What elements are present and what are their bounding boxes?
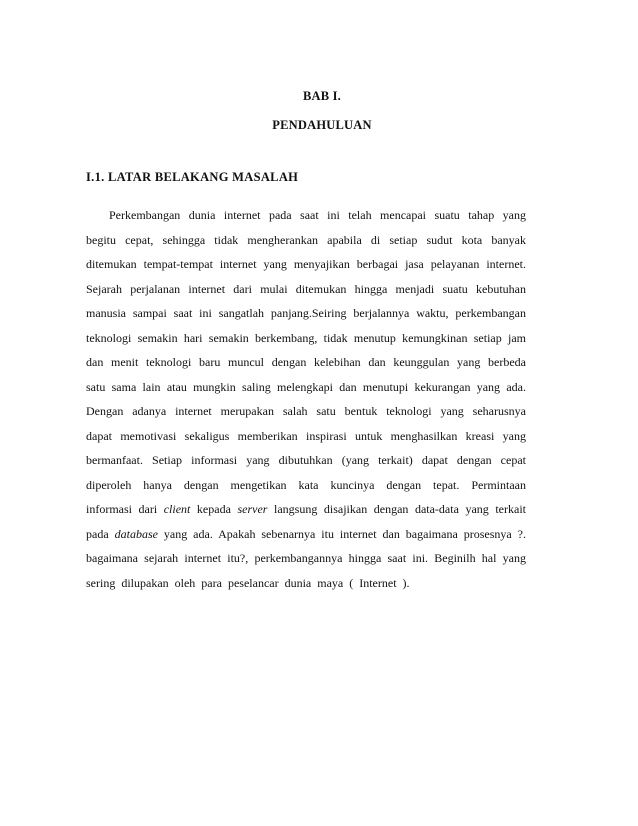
body-paragraph <box>86 203 526 595</box>
paragraph-line-last: sering dilupakan oleh para peselancar dunia maya ( Internet ). <box>86 575 410 590</box>
chapter-title: PENDAHULUAN <box>272 118 372 132</box>
text-run: langsung disajikan dengan data-data yang terkait <box>267 502 526 516</box>
text-run: informasi dari <box>86 502 164 516</box>
section-title: I.1. LATAR BELAKANG MASALAH <box>86 170 299 184</box>
paragraph-line-database <box>86 522 526 547</box>
paragraph-line: manusia sampai saat ini sangatlah panjang.Seiring berjalannya waktu, perkembangan <box>86 306 526 320</box>
italic-term-client: client <box>163 502 191 516</box>
paragraph-line-client-server <box>86 497 526 522</box>
paragraph-line: ditemukan tempat-tempat internet yang menyajikan berbagai jasa pelayanan internet. <box>86 257 526 271</box>
text-run: yang ada. Apakah sebenarnya itu internet dan bagaimana prosesnya ?. <box>157 526 526 541</box>
paragraph-line: bagaimana sejarah internet itu?, perkembangannya hingga saat ini. Beginilh hal yang <box>86 551 526 565</box>
italic-term-database: database <box>114 526 158 541</box>
paragraph-line: Perkembangan dunia internet pada saat ini telah mencapai suatu tahap yang <box>109 208 526 222</box>
paragraph-line: begitu cepat, sehingga tidak mengherankan apabila di setiap sudut kota banyak <box>86 232 526 247</box>
text-run: kepada <box>190 502 238 516</box>
paragraph-line: Dengan adanya internet merupakan salah satu bentuk teknologi yang seharusnya <box>86 404 526 418</box>
chapter-number: BAB I. <box>302 89 342 103</box>
paragraph-line: dan menit teknologi baru muncul dengan kelebihan dan keunggulan yang berbeda <box>86 355 526 369</box>
paragraph-line: Sejarah perjalanan internet dari mulai ditemukan hingga menjadi suatu kebutuhan <box>86 281 526 296</box>
paragraph-line: bermanfaat. Setiap informasi yang dibutuhkan (yang terkait) dapat dengan cepat <box>86 453 526 467</box>
italic-term-server: server <box>237 502 268 516</box>
paragraph-line: satu sama lain atau mungkin saling melengkapi dan menutupi kekurangan yang ada. <box>86 379 526 394</box>
paragraph-line: diperoleh hanya dengan mengetikan kata kuncinya dengan tepat. Permintaan <box>86 477 526 492</box>
paragraph-line: teknologi semakin hari semakin berkembang, tidak menutup kemungkinan setiap jam <box>86 330 526 345</box>
text-run: pada <box>86 526 115 541</box>
paragraph-line: dapat memotivasi sekaligus memberikan inspirasi untuk menghasilkan kreasi yang <box>86 428 526 443</box>
